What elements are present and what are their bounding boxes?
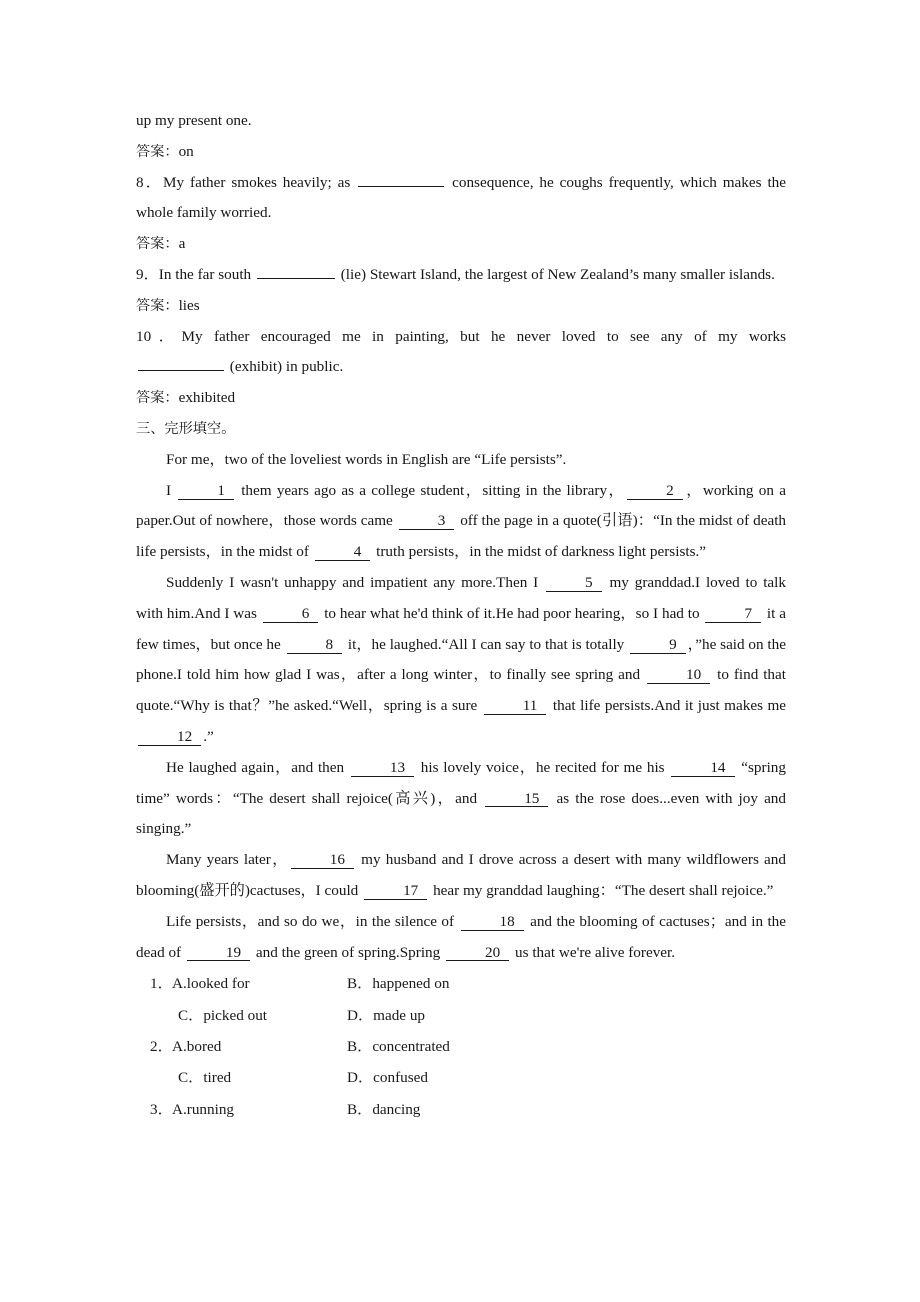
question-text-after: consequence, he coughs frequently, which makes the whole family worried. — [136, 173, 786, 222]
cloze-text: it a few times，but once he — [136, 604, 786, 653]
cloze-text: Many years later， — [166, 851, 289, 869]
option-d[interactable]: D．confused — [347, 1069, 428, 1087]
option-group-2-row-ab — [136, 1031, 786, 1062]
option-group-1-row-cd — [136, 1000, 786, 1031]
cloze-blank-3[interactable]: 3 — [399, 513, 455, 530]
fill-blank-input[interactable] — [138, 356, 224, 371]
cloze-blank-10[interactable]: 10 — [647, 667, 710, 684]
cloze-text: Suddenly I wasn't unhappy and impatient any more.Then I — [166, 573, 545, 591]
answer-line-7 — [136, 137, 786, 168]
cloze-paragraph-6 — [136, 907, 786, 969]
cloze-paragraph-2 — [136, 476, 786, 568]
question-text-before: My father smokes heavily; as — [163, 173, 357, 191]
page-content — [136, 106, 786, 1125]
answer-label: 答案： — [136, 390, 179, 407]
option-number: 2． — [150, 1037, 173, 1055]
cloze-blank-8[interactable]: 8 — [287, 637, 343, 654]
cloze-text: and the blooming of cactuses；and in the dead of — [136, 912, 787, 961]
cloze-blank-20[interactable]: 20 — [446, 945, 509, 962]
cloze-blank-1[interactable]: 1 — [178, 483, 234, 500]
cloze-text: For me，two of the loveliest words in English are “Life persists”. — [166, 450, 567, 468]
cloze-blank-15[interactable]: 15 — [485, 791, 548, 808]
fill-blank-input[interactable] — [358, 172, 444, 187]
cloze-blank-17[interactable]: 17 — [364, 883, 427, 900]
option-b[interactable]: B．dancing — [347, 1100, 421, 1118]
cloze-text: off the page in a quote(引语)：“In the midst of death life persists，in the midst of — [136, 512, 787, 561]
cloze-blank-13[interactable]: 13 — [351, 760, 414, 777]
cloze-blank-6[interactable]: 6 — [263, 606, 319, 623]
question-text-before: My father encouraged me in painting, but he never loved to see any of my works — [181, 327, 787, 345]
question-item-10-second-line — [136, 352, 786, 383]
cloze-blank-14[interactable]: 14 — [671, 760, 734, 777]
answer-value: on — [178, 142, 194, 160]
cloze-text: my husband and I drove across a desert with many wildflowers and blooming(盛开的)cactuses，I could — [136, 851, 786, 899]
cloze-text: ，”he said on the phone.I told him how glad I was，after a long winter，to finally see spring and — [136, 635, 786, 684]
question-item-8 — [136, 168, 786, 230]
fill-blank-input[interactable] — [257, 264, 335, 279]
answer-label: 答案： — [136, 236, 179, 253]
cloze-blank-4[interactable]: 4 — [315, 544, 371, 561]
answer-value: exhibited — [178, 389, 236, 407]
cloze-text: “spring time” words：“The desert shall rejoice(高兴)，and — [136, 758, 786, 807]
cloze-text: to hear what he'd think of it.He had poor hearing，so I had to — [320, 604, 704, 622]
question-item-10-first-line — [136, 322, 786, 353]
option-number: 1． — [150, 975, 173, 993]
cloze-text: it，he laughed.“All I can say to that is totally — [344, 635, 629, 653]
cloze-blank-16[interactable]: 16 — [291, 852, 354, 869]
option-group-1-row-ab — [136, 968, 786, 999]
cloze-blank-18[interactable]: 18 — [461, 914, 524, 931]
cloze-blank-19[interactable]: 19 — [187, 945, 250, 962]
cloze-text: .” — [203, 727, 214, 745]
option-a[interactable]: A.running — [172, 1100, 235, 1118]
option-group-2-row-cd — [136, 1062, 786, 1093]
answer-value: lies — [178, 296, 200, 314]
cloze-text: that life persists.And it just makes me — [548, 697, 787, 715]
cloze-text: and the green of spring.Spring — [252, 943, 445, 961]
continuation-text: up my present one. — [136, 112, 252, 129]
cloze-text: hear my granddad laughing：“The desert shall rejoice.” — [429, 881, 774, 899]
answer-line-8 — [136, 229, 786, 260]
option-c[interactable]: C．tired — [178, 1069, 232, 1087]
cloze-blank-7[interactable]: 7 — [705, 606, 761, 623]
cloze-blank-11[interactable]: 11 — [484, 698, 547, 715]
cloze-text: my granddad.I loved to talk with him.And I was — [136, 573, 786, 622]
option-a[interactable]: A.looked for — [172, 975, 250, 993]
continuation-line — [136, 106, 786, 137]
answer-label: 答案： — [136, 297, 179, 314]
question-number: 10． — [136, 327, 182, 345]
cloze-text: them years ago as a college student，sitting in the library， — [235, 481, 626, 499]
answer-line-9 — [136, 291, 786, 322]
cloze-text: to find that quote.“Why is that？”he asked.“Well，spring is a sure — [136, 666, 786, 715]
question-number: 8． — [136, 173, 164, 191]
option-b[interactable]: B．happened on — [347, 975, 450, 993]
question-item-9 — [136, 260, 786, 291]
cloze-blank-9[interactable]: 9 — [630, 637, 686, 654]
answer-value: a — [178, 235, 186, 253]
cloze-text: truth persists，in the midst of darkness light persists.” — [372, 543, 707, 561]
option-group-3-row-ab — [136, 1094, 786, 1125]
cloze-blank-5[interactable]: 5 — [546, 575, 602, 592]
cloze-text: as the rose does...even with joy and singing.” — [136, 789, 786, 838]
cloze-paragraph-1 — [136, 445, 786, 476]
cloze-blank-12[interactable]: 12 — [138, 729, 201, 746]
answer-label: 答案： — [136, 143, 179, 160]
option-number: 3． — [150, 1100, 173, 1118]
section-heading-text: 三、完形填空。 — [136, 420, 236, 437]
cloze-text: ，working on a paper.Out of nowhere，those words came — [136, 481, 786, 530]
cloze-text: us that we're alive forever. — [511, 943, 676, 961]
cloze-text: his lovely voice，he recited for me his — [416, 758, 670, 776]
option-c[interactable]: C．picked out — [178, 1006, 268, 1024]
cloze-paragraph-4 — [136, 753, 786, 845]
cloze-blank-2[interactable]: 2 — [627, 483, 683, 500]
question-number: 9． — [136, 265, 159, 283]
option-a[interactable]: A.bored — [172, 1037, 222, 1055]
section-heading-cloze — [136, 414, 786, 445]
question-text-before: In the far south — [158, 265, 255, 283]
cloze-text: He laughed again，and then — [166, 758, 349, 776]
answer-line-10 — [136, 383, 786, 414]
question-text-after: (lie) Stewart Island, the largest of New Zealand’s many smaller islands. — [336, 265, 775, 283]
cloze-paragraph-5 — [136, 845, 786, 907]
cloze-paragraph-3 — [136, 568, 786, 753]
question-text-after: (exhibit) in public. — [226, 358, 344, 376]
option-d[interactable]: D．made up — [347, 1006, 426, 1024]
options-list — [136, 968, 786, 1124]
option-b[interactable]: B．concentrated — [347, 1037, 450, 1055]
cloze-text: Life persists，and so do we，in the silence of — [166, 912, 459, 930]
cloze-text: I — [166, 481, 177, 499]
